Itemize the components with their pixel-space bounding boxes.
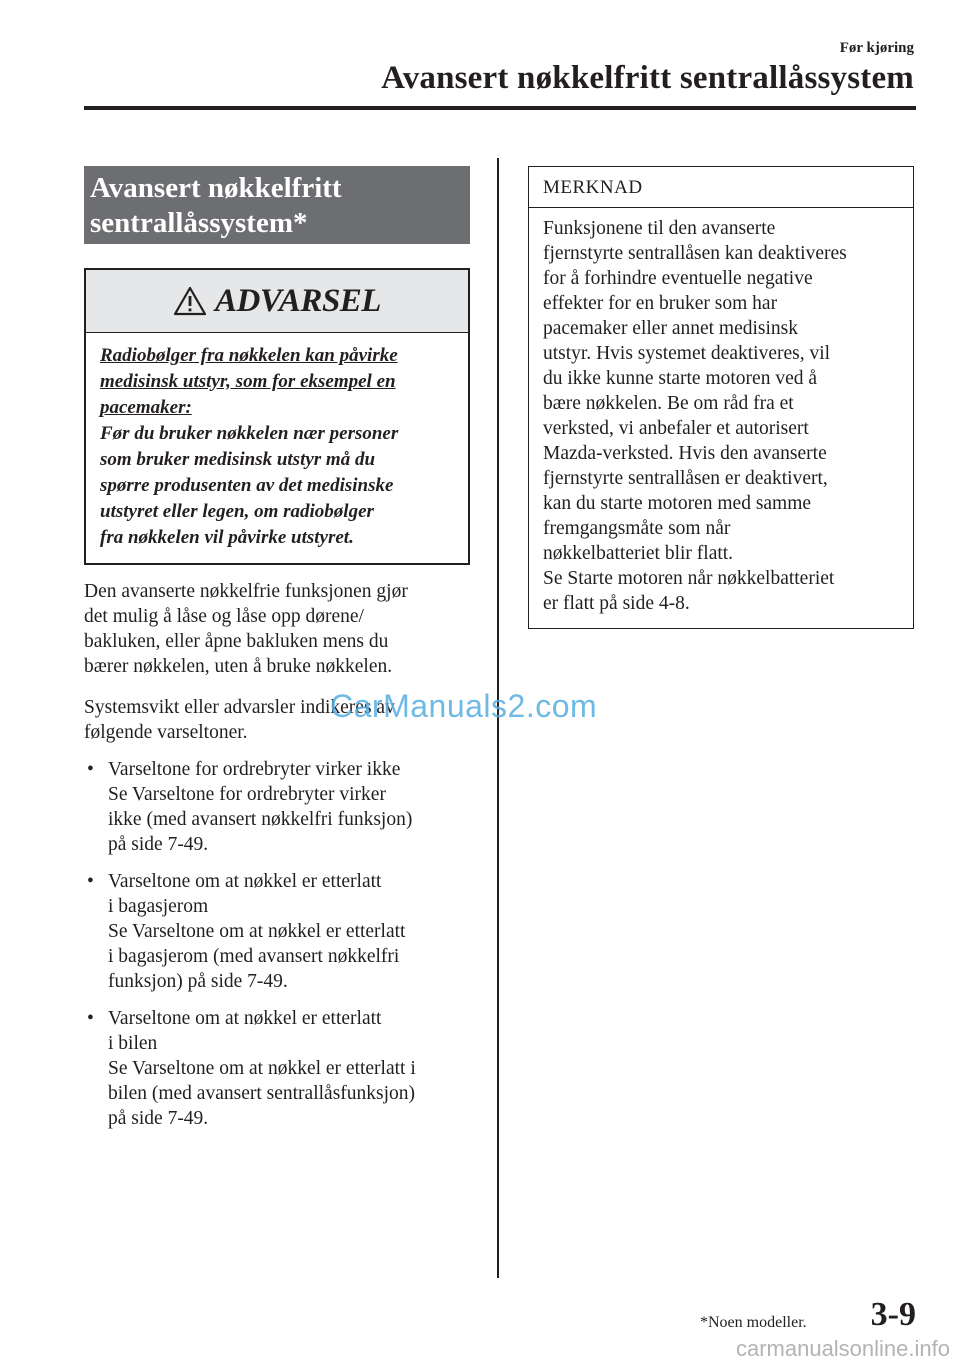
bullet-line: Varseltone om at nøkkel er etterlatt	[108, 1008, 382, 1029]
bullet-line: i bagasjerom	[108, 896, 209, 917]
header-title: Avansert nøkkelfritt sentrallåssystem	[381, 60, 914, 96]
bullet-line: bilen (med avansert sentrallåsfunksjon)	[108, 1083, 416, 1104]
warning-underlined-line: Radiobølger fra nøkkelen kan påvirke	[100, 345, 398, 366]
note-line: du ikke kunne starte motoren ved å	[543, 368, 817, 389]
warning-body-line: utstyret eller legen, om radiobølger	[100, 501, 374, 522]
bullet-dot: •	[87, 1008, 94, 1029]
bullet-line: Se Varseltone om at nøkkel er etterlatt	[108, 921, 406, 942]
note-line: Funksjonene til den avanserte	[543, 218, 776, 239]
section-heading-line-2: sentrallåssystem*	[90, 207, 308, 239]
note-body	[529, 208, 913, 628]
left-column	[84, 166, 470, 1143]
intro-paragraph	[84, 579, 470, 679]
bullet-item	[84, 1006, 470, 1131]
page-number: 3-9	[870, 1296, 916, 1333]
bullet-line: funksjon) på side 7-49.	[108, 971, 288, 992]
warning-header	[86, 270, 468, 333]
note-line: verksted, vi anbefaler et autorisert	[543, 418, 809, 439]
note-line: for å forhindre eventuelle negative	[543, 268, 813, 289]
intro-line: bakluken, eller åpne bakluken mens du	[84, 631, 389, 652]
note-line: bære nøkkelen. Be om råd fra et	[543, 393, 794, 414]
intro-line: Den avanserte nøkkelfrie funksjonen gjør	[84, 581, 408, 602]
note-line: Mazda-verksted. Hvis den avanserte	[543, 443, 827, 464]
system-line: følgende varseltoner.	[84, 722, 248, 743]
warning-body-line: spørre produsenten av det medisinske	[100, 475, 394, 496]
intro-line: bærer nøkkelen, uten å bruke nøkkelen.	[84, 656, 393, 677]
bullet-line: Se Varseltone om at nøkkel er etterlatt i	[108, 1058, 416, 1079]
footnote: *Noen modeller.	[700, 1314, 807, 1331]
warning-box	[84, 268, 470, 565]
header-section-label: Før kjøring	[839, 40, 914, 56]
warning-underlined-line: pacemaker:	[100, 397, 192, 418]
note-line: fremgangsmåte som når	[543, 518, 731, 539]
bullet-item	[84, 757, 470, 857]
warning-body	[86, 333, 468, 563]
warning-body-line: Før du bruker nøkkelen nær personer	[100, 423, 399, 444]
system-line: Systemsvikt eller advarsler indikeres av	[84, 697, 395, 718]
note-title: MERKNAD	[529, 167, 913, 208]
note-line: fjernstyrte sentrallåsen er deaktivert,	[543, 468, 828, 489]
warning-title: ADVARSEL	[215, 282, 381, 319]
warning-triangle-icon	[173, 286, 207, 316]
bullet-line: i bilen	[108, 1033, 158, 1054]
bullet-line: på side 7-49.	[108, 1108, 209, 1129]
note-line: fjernstyrte sentrallåsen kan deaktiveres	[543, 243, 847, 264]
section-heading-line-1: Avansert nøkkelfritt	[90, 172, 342, 204]
note-line: utstyr. Hvis systemet deaktiveres, vil	[543, 343, 831, 364]
bullet-line: Varseltone for ordrebryter virker ikke	[108, 759, 401, 780]
bullet-line: i bagasjerom (med avansert nøkkelfri	[108, 946, 400, 967]
bullet-line: Varseltone om at nøkkel er etterlatt	[108, 871, 382, 892]
bullet-line: Se Varseltone for ordrebryter virker	[108, 784, 386, 805]
warning-body-line: som bruker medisinsk utstyr må du	[100, 449, 376, 470]
bullet-line: på side 7-49.	[108, 834, 209, 855]
intro-line: det mulig å låse og låse opp dørene/	[84, 606, 364, 627]
bullet-item	[84, 869, 470, 994]
note-line: Se Starte motoren når nøkkelbatteriet	[543, 568, 835, 589]
bullet-line: ikke (med avansert nøkkelfri funksjon)	[108, 809, 413, 830]
warning-underlined-line: medisinsk utstyr, som for eksempel en	[100, 371, 396, 392]
warning-body-line: fra nøkkelen vil påvirke utstyret.	[100, 527, 354, 548]
header-rule	[84, 106, 916, 110]
section-heading	[84, 166, 470, 244]
bullet-list	[84, 757, 470, 1131]
note-box	[528, 166, 914, 629]
watermark-link[interactable]: CarManuals2.com	[330, 688, 598, 724]
note-line: kan du starte motoren med samme	[543, 493, 812, 514]
note-line: effekter for en bruker som har	[543, 293, 778, 314]
bullet-dot: •	[87, 759, 94, 780]
note-line: pacemaker eller annet medisinsk	[543, 318, 799, 339]
note-line: nøkkelbatteriet blir flatt.	[543, 543, 734, 564]
bullet-dot: •	[87, 871, 94, 892]
site-watermark[interactable]: carmanualsonline.info	[735, 1336, 950, 1361]
note-line: er flatt på side 4-8.	[543, 593, 690, 614]
